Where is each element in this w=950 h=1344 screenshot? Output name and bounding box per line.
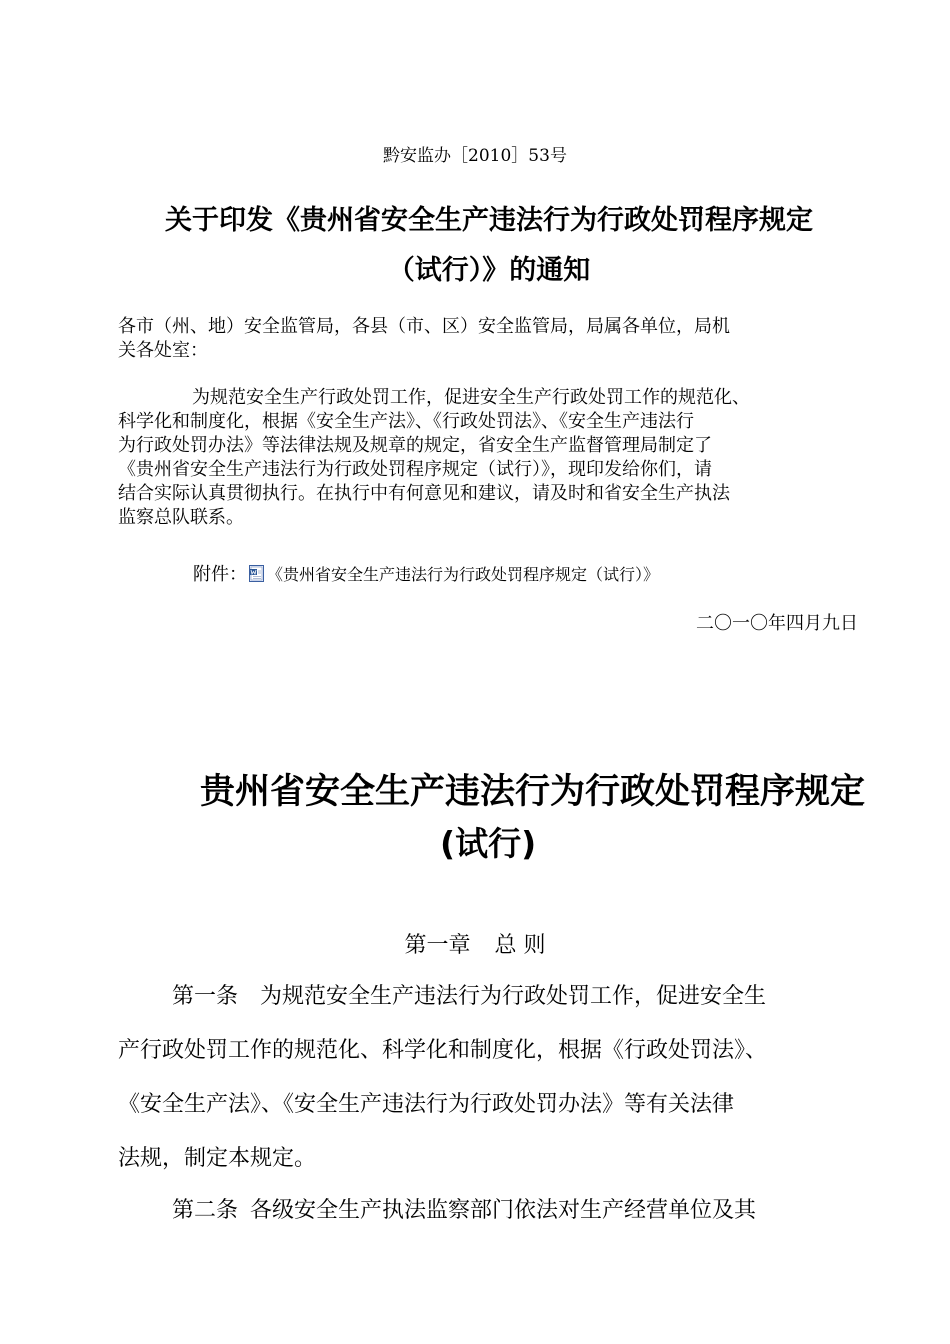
notice-body-line: 为行政处罚办法》等法律法规及规章的规定，省安全生产监督管理局制定了 [118, 435, 712, 456]
article-1-line: 《安全生产法》、《安全生产违法行为行政处罚办法》等有关法律 [118, 1092, 735, 1117]
document-number: 黔安监办［2010］53号 [383, 146, 567, 166]
chapter-name: 总 则 [494, 933, 546, 958]
regulation-subtitle: (试行) [440, 824, 537, 863]
chapter-heading [0, 928, 950, 959]
article-1 [118, 970, 878, 1186]
article-1-label: 第一条 [172, 984, 239, 1009]
attachment-row [193, 560, 659, 586]
notice-body-line: 《贵州省安全生产违法行为行政处罚程序规定（试行）》，现印发给你们，请 [118, 459, 712, 480]
attachment-link[interactable]: 《贵州省安全生产违法行为行政处罚程序规定（试行）》 [267, 564, 660, 584]
addressee-line2: 关各处室： [118, 340, 208, 361]
notice-body-line: 监察总队联系。 [118, 507, 244, 528]
chapter-number: 第一章 [404, 933, 471, 958]
notice-title-line2: （试行）》的通知 [387, 255, 591, 286]
article-2-text: 各级安全生产执法监察部门依法对生产经营单位及其 [250, 1198, 757, 1223]
word-document-icon[interactable] [249, 565, 264, 582]
notice-body-line: 科学化和制度化，根据《安全生产法》、《行政处罚法》、《安全生产违法行 [118, 411, 694, 432]
addressee [118, 315, 858, 363]
article-1-line: 产行政处罚工作的规范化、科学化和制度化，根据《行政处罚法》、 [118, 1038, 768, 1063]
notice-title-line1: 关于印发《贵州省安全生产违法行为行政处罚程序规定 [165, 205, 813, 236]
notice-body-line: 为规范安全生产行政处罚工作，促进安全生产行政处罚工作的规范化、 [192, 387, 750, 408]
addressee-line1: 各市（州、地）安全监管局，各县（市、区）安全监管局，局属各单位，局机 [118, 316, 730, 337]
notice-body-line: 结合实际认真贯彻执行。在执行中有何意见和建议，请及时和省安全生产执法 [118, 483, 730, 504]
article-2 [172, 1184, 756, 1238]
regulation-title: 贵州省安全生产违法行为行政处罚程序规定 [200, 772, 866, 812]
article-1-line: 法规，制定本规定。 [118, 1146, 317, 1171]
article-2-label: 第二条 [172, 1198, 239, 1223]
notice-date: 二〇一〇年四月九日 [696, 613, 858, 634]
article-1-line: 为规范安全生产违法行为行政处罚工作，促进安全生 [260, 984, 767, 1009]
notice-body [118, 386, 858, 530]
attachment-label: 附件： [193, 564, 247, 585]
